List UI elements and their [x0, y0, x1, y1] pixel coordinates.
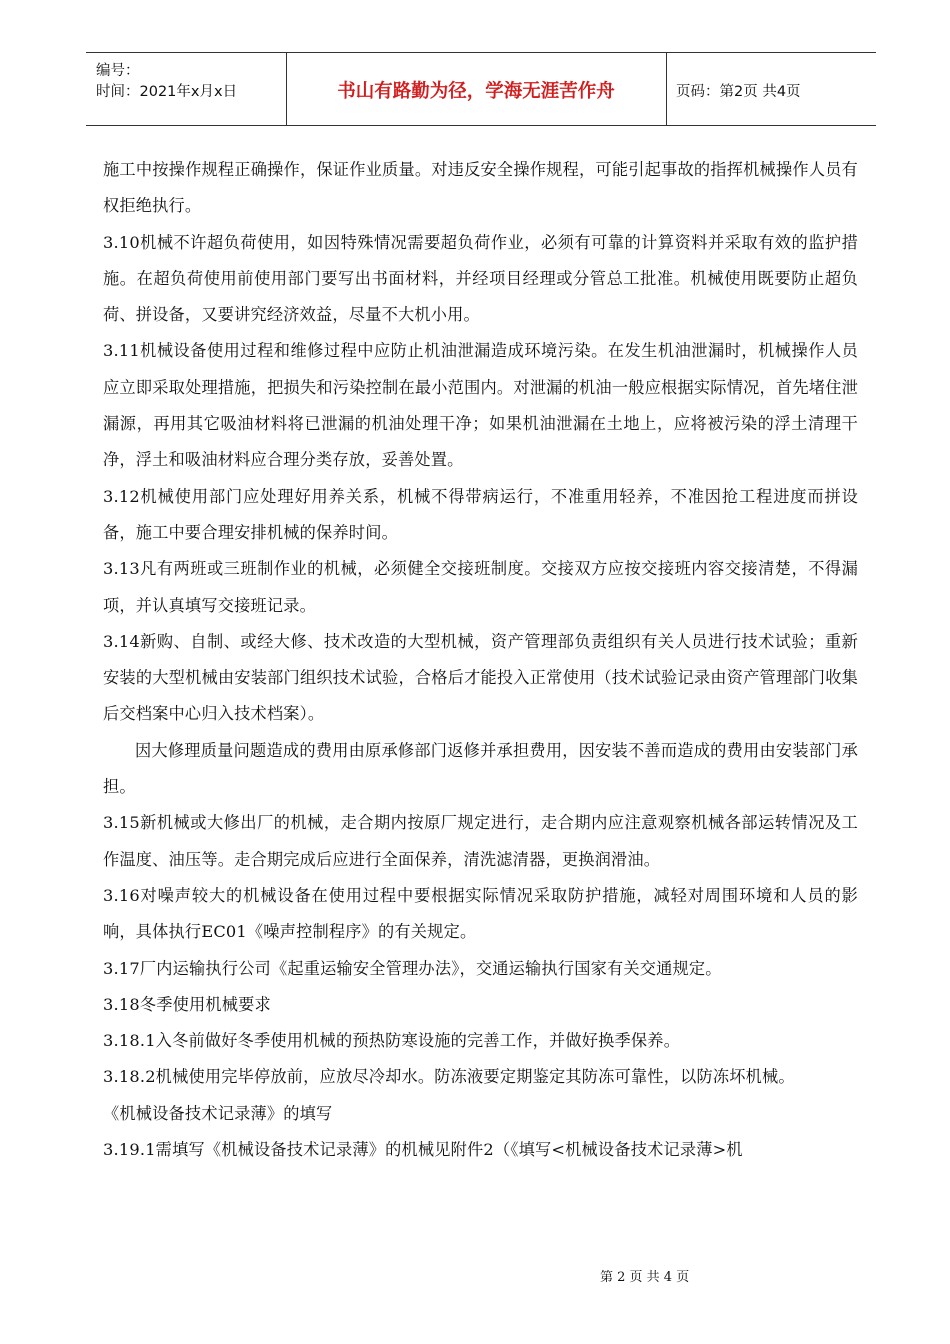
paragraph: 3.18.1入冬前做好冬季使用机械的预热防寒设施的完善工作，并做好换季保养。 — [103, 1031, 681, 1051]
page-footer: 第 2 页 共 4 页 — [600, 1270, 690, 1285]
paragraph: 3.13凡有两班或三班制作业的机械，必须健全交接班制度。交接双方应按交接班内容交接清楚，不得漏项，并认真填写交接班记录。 — [103, 559, 858, 615]
paragraph: 施工中按操作规程正确操作，保证作业质量。对违反安全操作规程，可能引起事故的指挥机械操作人员有权拒绝执行。 — [103, 160, 858, 216]
paragraph: 3.10机械不许超负荷使用，如因特殊情况需要超负荷作业，必须有可靠的计算资料并采取有效的监护措施。在超负荷使用前使用部门要写出书面材料，并经项目经理或分管总工批准。机械使用既要防止超负荷、拼设备，又要讲究经济效益，尽量不大机小用。 — [103, 232, 858, 325]
document-number-label: 编号： — [96, 63, 140, 79]
paragraph: 3.17厂内运输执行公司《起重运输安全管理办法》，交通运输执行国家有关交通规定。 — [103, 958, 722, 978]
paragraph: 3.16对噪声较大的机械设备在使用过程中要根据实际情况采取防护措施，减轻对周围环境和人员的影响，具体执行EC01《噪声控制程序》的有关规定。 — [103, 885, 858, 942]
document-body — [103, 152, 858, 1168]
paragraph: 3.18.2机械使用完毕停放前，应放尽冷却水。防冻液要定期鉴定其防冻可靠性，以防冻坏机械。 — [103, 1067, 795, 1087]
paragraph: 3.11机械设备使用过程和维修过程中应防止机油泄漏造成环境污染。在发生机油泄漏时，机械操作人员应立即采取处理措施，把损失和污染控制在最小范围内。对泄漏的机油一般应根据实际情况，首先堵住泄漏源，再用其它吸油材料将已泄漏的机油处理干净；如果机油泄漏在土地上，应将被污染的浮土清理干净，浮土和吸油材料应合理分类存放，妥善处置。 — [103, 341, 858, 470]
header-info-cell — [86, 53, 287, 125]
header-motto-cell — [286, 53, 667, 125]
page-header — [86, 52, 876, 126]
paragraph: 3.14新购、自制、或经大修、技术改造的大型机械，资产管理部负责组织有关人员进行技术试验；重新安装的大型机械由安装部门组织技术试验，合格后才能投入正常使用（技术试验记录由资产管理部门收集后交档案中心归入技术档案）。 — [103, 631, 858, 724]
document-time-label: 时间：2021年x月x日 — [96, 84, 238, 100]
paragraph: 3.19.1需填写《机械设备技术记录薄》的机械见附件2（《填写<机械设备技术记录薄>机 — [103, 1140, 743, 1160]
section-heading: 《机械设备技术记录薄》的填写 — [103, 1103, 333, 1123]
section-heading: 3.18冬季使用机械要求 — [103, 994, 271, 1014]
header-page-cell — [666, 53, 876, 125]
header-motto: 书山有路勤为径，学海无涯苦作舟 — [337, 81, 615, 102]
paragraph: 3.12机械使用部门应处理好用养关系，机械不得带病运行，不准重用轻养，不准因抢工程进度而拼设备，施工中要合理安排机械的保养时间。 — [103, 486, 858, 542]
paragraph: 因大修理质量问题造成的费用由原承修部门返修并承担费用，因安装不善而造成的费用由安装部门承担。 — [103, 740, 858, 797]
header-page-number: 页码：第2页 共4页 — [676, 84, 801, 100]
paragraph: 3.15新机械或大修出厂的机械，走合期内按原厂规定进行，走合期内应注意观察机械各部运转情况及工作温度、油压等。走合期完成后应进行全面保养，清洗滤清器，更换润滑油。 — [103, 813, 858, 869]
